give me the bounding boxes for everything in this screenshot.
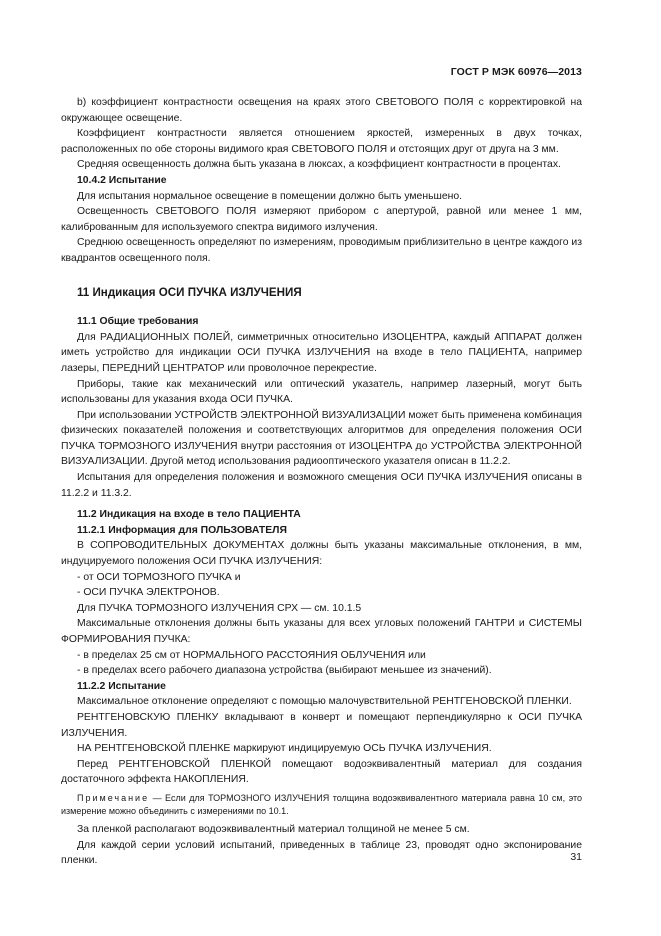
paragraph: Для РАДИАЦИОННЫХ ПОЛЕЙ, симметричных относительно ИЗОЦЕНТРА, каждый АППАРАТ должен иметь устройство для индикации ОСИ ПУЧКА ИЗЛУЧЕНИЯ на входе в тело ПАЦИЕНТА, например лазеры, ПЕРЕДНИЙ ЦЕНТРАТОР или проволочное перекрестие. (61, 331, 582, 374)
list-item: - в пределах всего рабочего диапазона устройства (выбирают меньшее из значений). (77, 665, 492, 677)
paragraph: Приборы, такие как механический или оптический указатель, например лазерный, могут быть использованы для указания входа ОСИ ПУЧКА. (61, 378, 582, 406)
paragraph: Перед РЕНТГЕНОВСКОЙ ПЛЕНКОЙ помещают водоэквивалентный материал для создания достаточного эффекта НАКОПЛЕНИЯ. (61, 758, 582, 786)
note-text: — Если для ТОРМОЗНОГО ИЗЛУЧЕНИЯ толщина водоэквивалентного материала равна 10 см, это измерение можно объединить с измерениями по 10.1. (61, 792, 582, 816)
paragraph: b) коэффициент контрастности освещения на краях этого СВЕТОВОГО ПОЛЯ с корректировкой на окружающее освещение. (61, 97, 582, 124)
subsection-heading-11-1: 11.1 Общие требования (77, 316, 199, 328)
paragraph: При использовании УСТРОЙСТВ ЭЛЕКТРОННОЙ ВИЗУАЛИЗАЦИИ может быть применена комбинация физических показателей положения и соответствующих алгоритмов для определения положения ОСИ ПУЧКА ТОРМОЗНОГО ИЗЛУЧЕНИЯ внутри расстояния от ИЗОЦЕНТРА до УСТРОЙСТВА ЭЛЕКТРОННОЙ ВИЗУАЛИЗАЦИИ. Другой метод использования радиооптического указателя описан в 11.2.2. (61, 409, 582, 468)
page-number: 31 (570, 851, 582, 863)
paragraph: РЕНТГЕНОВСКУЮ ПЛЕНКУ вкладывают в конверт и помещают перпендикулярно к ОСИ ПУЧКА ИЗЛУЧЕНИЯ. (61, 711, 582, 739)
paragraph: Испытания для определения положения и возможного смещения ОСИ ПУЧКА ИЗЛУЧЕНИЯ описаны в 11.2.2 и 11.3.2. (61, 472, 582, 499)
note-label: Примечание (77, 792, 150, 803)
paragraph: Максимальные отклонения должны быть указаны для всех угловых положений ГАНТРИ и СИСТЕМЫ ФОРМИРОВАНИЯ ПУЧКА: (61, 618, 582, 645)
paragraph: Освещенность СВЕТОВОГО ПОЛЯ измеряют прибором с апертурой, равной или менее 1 мм, калиброванным для используемого спектра видимого излучения. (61, 206, 582, 233)
paragraph: Коэффициент контрастности является отношением яркостей, измеренных в двух точках, расположенных по обе стороны видимого края СВЕТОВОГО ПОЛЯ и отстоящих друг от друга на 3 мм. (61, 128, 582, 155)
subsection-heading-10-4-2: 10.4.2 Испытание (77, 174, 167, 186)
paragraph: НА РЕНТГЕНОВСКОЙ ПЛЕНКЕ маркируют индицируемую ОСЬ ПУЧКА ИЗЛУЧЕНИЯ. (77, 743, 492, 755)
section-heading-11: 11 Индикация ОСИ ПУЧКА ИЗЛУЧЕНИЯ (77, 285, 302, 299)
paragraph: Для испытания нормальное освещение в помещении должно быть уменьшено. (77, 190, 462, 202)
note (61, 792, 582, 818)
paragraph: Среднюю освещенность определяют по измерениям, проводимым приблизительно в центре каждого из квадрантов освещенного поля. (61, 237, 582, 264)
subsection-heading-11-2-1: 11.2.1 Информация для ПОЛЬЗОВАТЕЛЯ (77, 524, 287, 536)
paragraph: Для каждой серии условий испытаний, приведенных в таблице 23, проводят одно экспонирование пленки. (61, 839, 582, 867)
paragraph: За пленкой располагают водоэквивалентный материал толщиной не менее 5 см. (77, 823, 470, 835)
paragraph: Средняя освещенность должна быть указана в люксах, а коэффициент контрастности в процентах. (77, 159, 561, 171)
document-header: ГОСТ Р МЭК 60976—2013 (450, 66, 582, 78)
paragraph: Максимальное отклонение определяют с помощью малочувствительной РЕНТГЕНОВСКОЙ ПЛЕНКИ. (77, 696, 572, 708)
list-item: - ОСИ ПУЧКА ЭЛЕКТРОНОВ. (77, 587, 220, 599)
list-item: - в пределах 25 см от НОРМАЛЬНОГО РАССТОЯНИЯ ОБЛУЧЕНИЯ или (77, 649, 426, 661)
page-body (61, 95, 582, 869)
list-item: - от ОСИ ТОРМОЗНОГО ПУЧКА и (77, 571, 241, 583)
paragraph: Для ПУЧКА ТОРМОЗНОГО ИЗЛУЧЕНИЯ СРХ — см. 10.1.5 (77, 602, 362, 614)
subsection-heading-11-2: 11.2 Индикация на входе в тело ПАЦИЕНТА (77, 509, 301, 521)
subsection-heading-11-2-2: 11.2.2 Испытание (77, 680, 166, 692)
paragraph: В СОПРОВОДИТЕЛЬНЫХ ДОКУМЕНТАХ должны быть указаны максимальные отклонения, в мм, индуцируемого положения ОСИ ПУЧКА ИЗЛУЧЕНИЯ: (61, 540, 582, 568)
